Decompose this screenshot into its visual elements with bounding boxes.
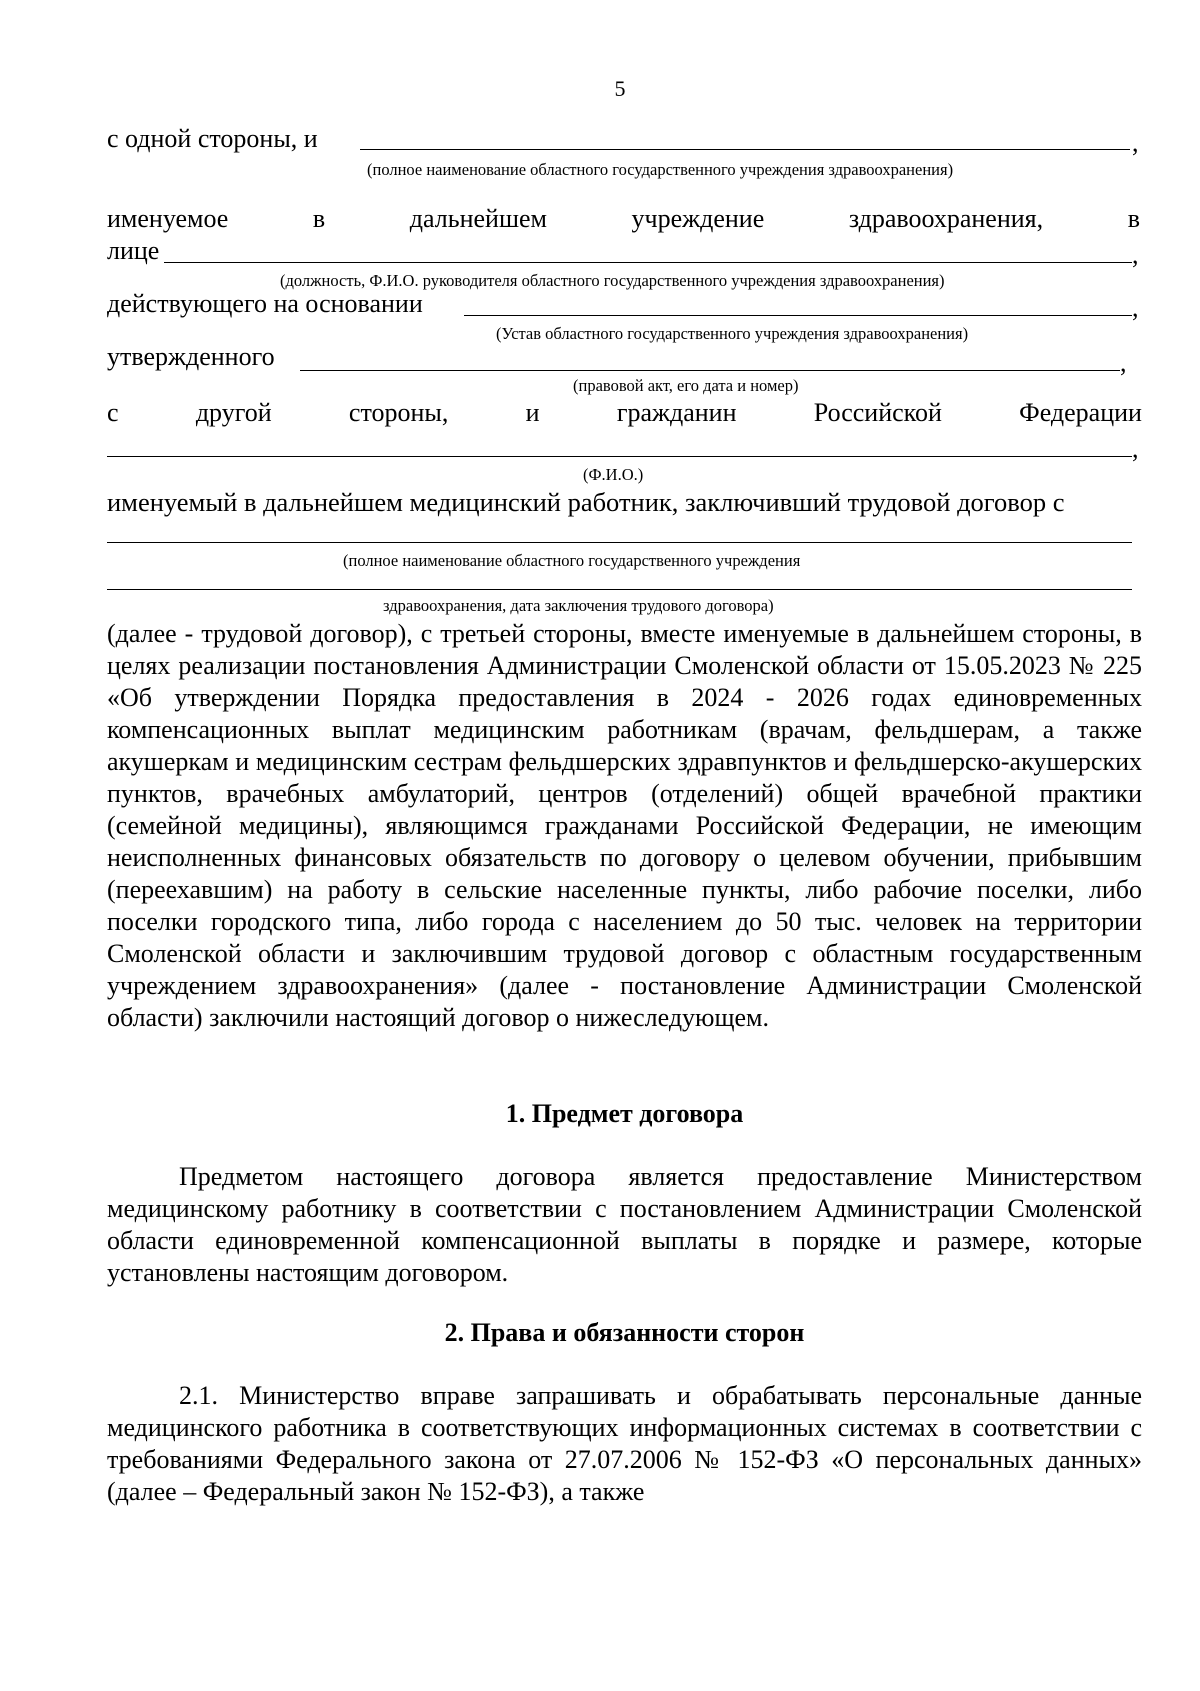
page-number: 5 [614, 76, 626, 101]
main-paragraph: (далее - трудовой договор), с третьей стороны, вместе именуемые в дальнейшем стороны, в целях реализации постановления Администрации Смоленской области от 15.05.2023 № 225 «Об утверждении Порядка предоставления в 2024 - 2026 годах единовременных компенсационных выплат медицинским работникам (врачам, фельдшерам, а также акушеркам и медицинским сестрам фельдшерских здравпунктов и фельдшерско-акушерских пунктов, врачебных амбулаторий, центров (отделений) общей врачебной практики (семейной медицины), являющимся гражданами Российской Федерации, не имеющим неисполненных финансовых обязательств по договору о целевом обучении, прибывшим (переехавшим) на работу в сельские населенные пункты, либо рабочие поселки, либо поселки городского типа, либо города с населением до 50 тыс. человек на территории Смоленской области и заключившим трудовой договор с областным государственным учреждением здравоохранения» (далее - постановление Администрации Смоленской области) заключили настоящий договор о нижеследующем. [107, 619, 1142, 1032]
named-caption: (должность, Ф.И.О. руководителя областного государственного учреждения здравоохранения) [280, 271, 945, 290]
citizen-fill-line [107, 456, 1132, 457]
citizen-word: Федерации [1019, 398, 1142, 427]
section2-title: 2. Права и обязанности сторон [444, 1318, 805, 1347]
section1-title: 1. Предмет договора [505, 1099, 744, 1128]
party2-prefix: с одной стороны, и [107, 124, 318, 153]
named-word: в [1127, 204, 1140, 233]
basis-prefix: действующего на основании [107, 289, 423, 318]
party2-caption: (полное наименование областного государственного учреждения здравоохранения) [367, 160, 954, 179]
section1-text: Предметом настоящего договора является предоставление Министерством медицинскому работнику в соответствии с постановлением Администрации Смоленской области единовременной компенсационной выплаты в порядке и размере, которые установлены настоящим договором. [107, 1162, 1142, 1287]
approved-comma: , [1120, 348, 1127, 377]
citizen-comma: , [1132, 434, 1139, 463]
citizen-word: гражданин [616, 398, 737, 427]
named-fill-line [164, 262, 1132, 263]
basis-fill-line [464, 315, 1132, 316]
citizen-line [107, 398, 1142, 428]
basis-caption: (Устав областного государственного учреждения здравоохранения) [496, 324, 969, 343]
named-word: именуемое [107, 204, 229, 233]
citizen-word: другой [195, 398, 272, 427]
citizen-word: Российской [813, 398, 942, 427]
worker-caption-2: здравоохранения, дата заключения трудового договора) [383, 596, 774, 615]
basis-comma: , [1132, 293, 1139, 322]
worker-fill-line-2 [107, 589, 1132, 590]
worker-line: именуемый в дальнейшем медицинский работник, заключивший трудовой договор с [107, 487, 1065, 517]
citizen-word: стороны, [348, 398, 449, 427]
approved-fill-line [300, 370, 1120, 371]
approved-prefix: утвержденного [107, 342, 275, 371]
citizen-caption: (Ф.И.О.) [583, 465, 644, 484]
named-comma: , [1132, 240, 1139, 269]
citizen-word: и [525, 398, 540, 427]
worker-fill-line-1 [107, 542, 1132, 543]
named-word: дальнейшем [409, 204, 547, 233]
named-second-prefix: лице [107, 236, 160, 265]
named-word: в [312, 204, 326, 233]
section2-text: 2.1. Министерство вправе запрашивать и обрабатывать персональные данные медицинского работника в соответствующих информационных системах в соответствии с требованиями Федерального закона от 27.07.2006 № 152-ФЗ «О персональных данных» (далее – Федеральный закон № 152-ФЗ), а также [107, 1381, 1142, 1506]
approved-caption: (правовой акт, его дата и номер) [573, 376, 799, 395]
party2-comma: , [1132, 128, 1139, 157]
named-word: учреждение [631, 204, 765, 233]
worker-caption-1: (полное наименование областного государственного учреждения [343, 551, 801, 570]
citizen-word: с [107, 398, 119, 427]
named-line [107, 204, 1140, 234]
party2-fill-line [360, 149, 1130, 150]
named-word: здравоохранения, [848, 204, 1044, 233]
